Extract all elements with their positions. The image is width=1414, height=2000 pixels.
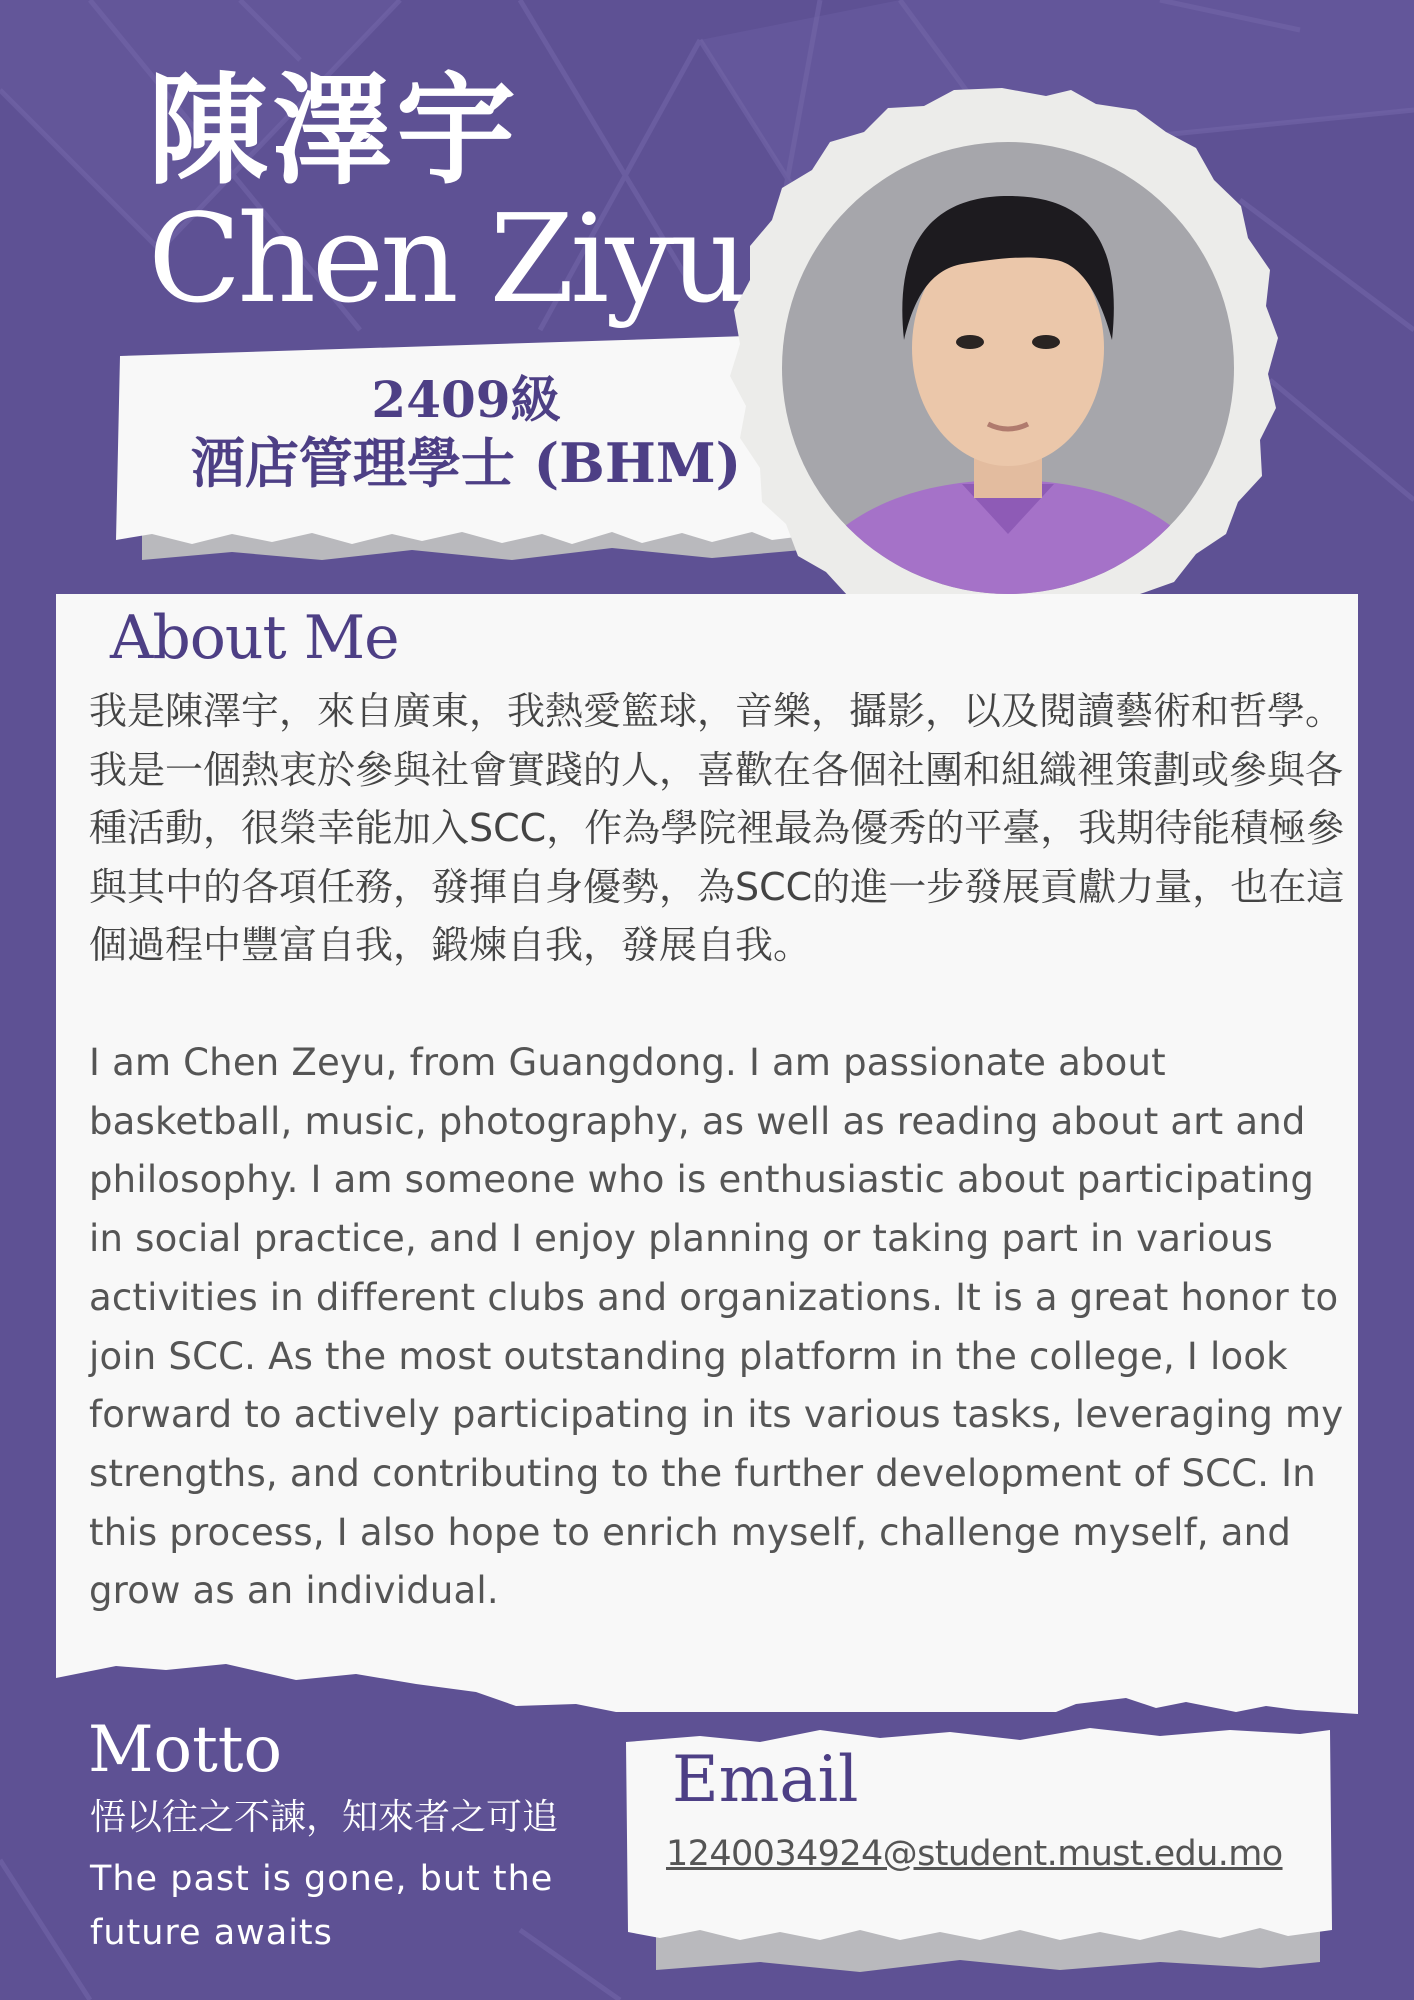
about-text-english: I am Chen Zeyu, from Guangdong. I am passionate about basketball, music, photography, as well as reading about art and philosophy. I am someone who is enthusiastic about participating in social practice, and I enjoy planning or taking part in various activities in different clubs and organizations. It is a great honor to join SCC. As the most outstanding platform in the college, I look forward to actively participating in its various tasks, leveraging my strengths, and contributing to the further development of SCC. In this process, I also hope to enrich myself, challenge myself, and grow as an individual. <box>89 1041 1344 1613</box>
degree-label: 酒店管理學士 (BHM) <box>190 431 742 495</box>
motto-title: Motto <box>88 1713 283 1787</box>
name-english: Chen Ziyu <box>148 188 745 330</box>
class-label: 2409級 <box>371 370 561 429</box>
email-link[interactable]: 1240034924@student.must.edu.mo <box>666 1834 1283 1874</box>
motto-text-chinese: 悟以往之不諫，知來者之可追 <box>90 1797 559 1838</box>
email-card <box>620 1700 1336 1976</box>
portrait-photo <box>726 88 1278 640</box>
program-card <box>112 334 820 564</box>
about-text-chinese: 我是陳澤宇，來自廣東，我熱愛籃球，音樂，攝影，以及閱讀藝術和哲學。我是一個熱衷於參與社會實踐的人，喜歡在各個社團和組織裡策劃或參與各種活動，很榮幸能加入SCC，作為學院裡最為優秀的平臺，我期待能積極參與其中的各項任務，發揮自身優勢，為SCC的進一步發展貢獻力量，也在這個過程中豐富自我，鍛煉自我，發展自我。 <box>89 689 1345 968</box>
profile-photo <box>726 88 1278 640</box>
motto-text-english: The past is gone, but the future awaits <box>90 1859 554 1953</box>
name-chinese: 陳澤宇 <box>148 62 520 201</box>
email-title: Email <box>672 1743 859 1817</box>
about-me-section <box>56 594 1358 1724</box>
about-me-title: About Me <box>110 603 399 673</box>
